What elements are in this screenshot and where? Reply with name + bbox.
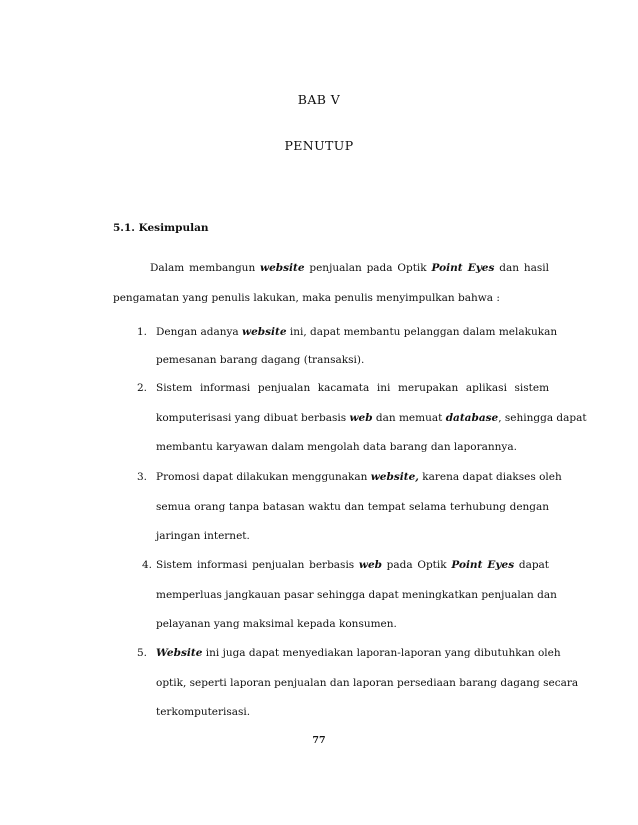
word: dapat [248,647,280,659]
word: penjualan [309,262,362,274]
word: pelanggan [403,326,460,338]
word: juga [222,647,246,659]
word: dilakukan [236,471,289,483]
word: kacamata [317,382,370,394]
word: membantu [343,326,401,338]
word: ini, [289,326,307,338]
word: pada [366,262,393,274]
word-website: website [242,326,287,338]
word: ini [205,647,220,659]
list-line: terkomputerisasi. [156,706,251,718]
chapter-number: BAB V [297,92,341,107]
intro-line-1 [150,262,549,274]
word: Dengan [156,326,198,338]
word: hasil [523,262,549,274]
word: sistem [514,382,550,394]
word: tempat [367,501,406,513]
word: melakukan [498,326,558,338]
word: dalam [462,326,496,338]
word: jangkauan [225,589,281,601]
word: , sehingga dapat [498,412,587,424]
word: komputerisasi yang dibuat berbasis [156,412,347,424]
list-number: 2. [137,382,148,394]
word: Optik [417,559,447,571]
word: terhubung [450,501,506,513]
word: selama [409,501,447,513]
word: dan [537,589,557,601]
word: menyediakan [282,647,354,659]
word: Promosi [156,471,200,483]
word: merupakan [397,382,459,394]
word: dapat [518,559,550,571]
word-point-eyes: Point Eyes [451,559,515,571]
word: penjualan [257,382,311,394]
word: yang [444,647,471,659]
section-heading: 5.1. Kesimpulan [113,222,209,234]
word: Optik [397,262,427,274]
word: oleh [537,647,561,659]
word-point-eyes: Point Eyes [431,262,495,274]
word: batasan [262,501,305,513]
word: dapat [368,589,399,601]
word: informasi [197,559,248,571]
word-website: Website [156,647,203,659]
word-database: database [445,412,499,424]
word: dibutuhkan [473,647,535,659]
word: berbasis [309,559,355,571]
word: pasar [283,589,314,601]
list-line [156,501,549,513]
list-number: 3. [137,471,148,483]
intro-line-2: pengamatan yang penulis lakukan, maka penulis menyimpulkan bahwa : [113,292,500,304]
word: dapat [310,326,341,338]
word: membangun [189,262,256,274]
list-line [156,589,557,601]
page-number: 77 [312,735,326,746]
word-website: website [260,262,305,274]
word: semua [156,501,191,513]
list-line: optik, seperti laporan penjualan dan laporan persediaan barang dagang secara [156,677,579,689]
word: aplikasi [465,382,507,394]
chapter-title: PENUTUP [284,138,354,153]
word-web: web [349,412,373,424]
word: adanya [200,326,239,338]
word: waktu [308,501,341,513]
list-line [156,412,587,424]
word-website: website, [370,471,419,483]
word: pada [386,559,413,571]
word: meningkatkan [402,589,479,601]
list-line: membantu karyawan dalam mengolah data barang dan laporannya. [156,441,517,453]
word: laporan-laporan [356,647,442,659]
list-line: jaringan internet. [156,530,250,542]
word: orang [194,501,226,513]
word: dan [499,262,519,274]
word: sehingga [316,589,366,601]
word: Sistem [156,382,193,394]
list-line [156,559,549,571]
list-line: pemesanan barang dagang (transaksi). [156,354,365,366]
list-number: 1. [137,326,148,338]
word: karena [422,471,460,483]
list-line [156,647,561,659]
word-web: web [358,559,382,571]
word: informasi [199,382,251,394]
list-number: 4. [142,559,153,571]
word: dan memuat [375,412,443,424]
word: menggunakan [291,471,368,483]
word: penjualan [252,559,305,571]
word: dan [344,501,365,513]
list-number: 5. [137,647,148,659]
list-line [156,471,562,483]
list-line: pelayanan yang maksimal kepada konsumen. [156,618,397,630]
word: diakses [496,471,536,483]
list-line [156,326,558,338]
word: Dalam [150,262,185,274]
word: tanpa [228,501,260,513]
word: dengan [509,501,550,513]
word: Sistem [156,559,193,571]
word: penjualan [481,589,534,601]
word: dapat [202,471,233,483]
list-line [156,382,549,394]
word: ini [376,382,391,394]
word: memperluas [156,589,222,601]
word: dapat [462,471,493,483]
word: oleh [539,471,562,483]
